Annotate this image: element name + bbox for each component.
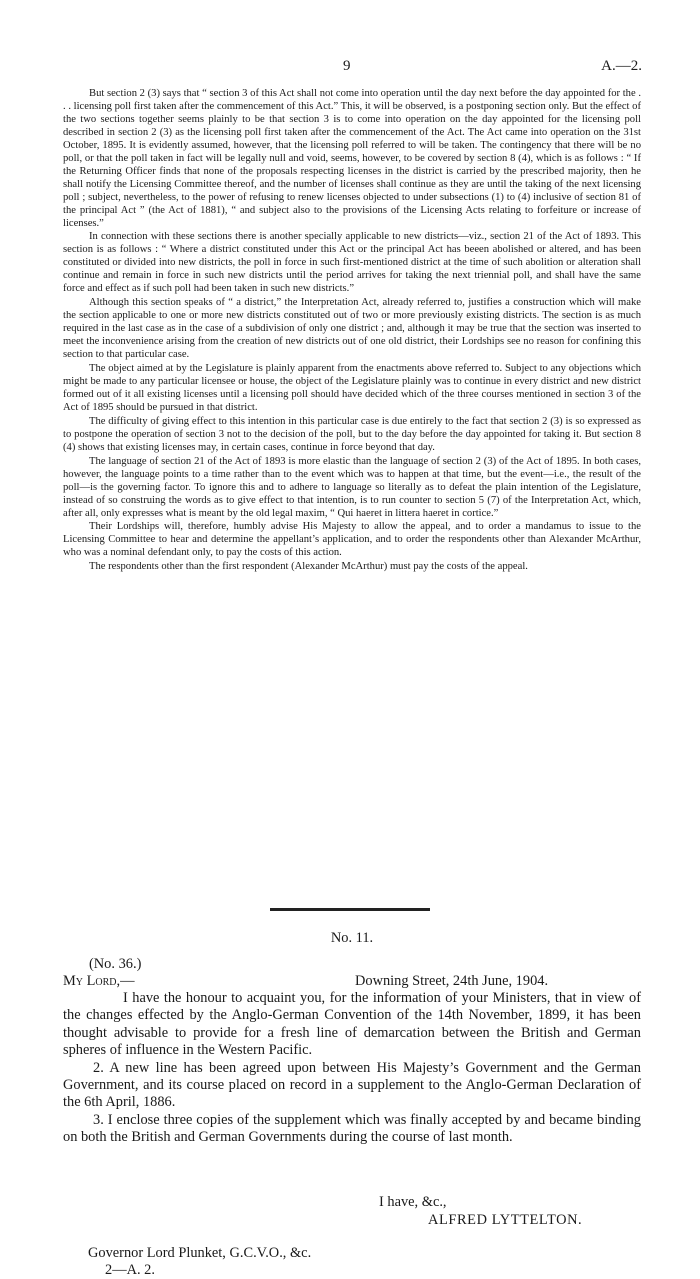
judgment-text — [63, 88, 641, 574]
judgment-paragraph: The object aimed at by the Legislature is plainly apparent from the enactments above referred to. Subject to any objections which might be made to any particular licensee or house, the object of the Legislature plainly was to continue in every district and new district formed out of it all existing licenses until a licensing poll should have decided which of the three courses mentioned in section 3 of the Act of 1895 should be pursued in that district. — [63, 363, 641, 413]
judgment-paragraph: Although this section speaks of “ a district,” the Interpretation Act, already referred to, justifies a construction which will make the section applicable to one or more new districts constituted out of two or more previously existing districts. The section is as much required in the last case as in the case of a subdivision of only one district ; and, although it may be true that the section was inserted to meet the inconvenience arising from the creation of new districts out of one old district, their Lordships see no reason for confining this section to that particular case. — [63, 297, 641, 361]
letter-paragraph: 2. A new line has been agreed upon between His Majesty’s Government and the German Government, and its course placed on record in a supplement to the Anglo-German Declaration of the 6th April, 1886. — [63, 1059, 641, 1111]
judgment-paragraph: The language of section 21 of the Act of 1893 is more elastic than the language of section 2 (3) of the Act of 1895. In both cases, however, the language points to a time rather than to the event which was to happen at that time, but the event—i.e., the result of the poll—is the governing factor. To ignore this and to adhere to language so literally as to defeat the plain intention of the Legislature, instead of so construing the words as to give effect to that intention, is to run counter to section 5 (7) of the Interpretation Act, which, after all, only expresses what is meant by the old legal maxim, “ Qui haeret in littera haeret in cortice.” — [63, 455, 641, 519]
page-number: 9 — [343, 58, 351, 74]
judgment-paragraph: The difficulty of giving effect to this intention in this particular case is due entirely to the fact that section 2 (3) is so expressed as to postpone the operation of section 3 not to the decision of the poll, but to the day before the day appointed for taking it. But section 8 (4) shows that existing licenses may, in certain cases, continue in force beyond that day. — [63, 415, 641, 453]
judgment-paragraph: The respondents other than the first respondent (Alexander McArthur) must pay the costs of the appeal. — [89, 561, 528, 573]
signature: ALFRED LYTTELTON. — [428, 1212, 583, 1228]
despatch-number: (No. 36.) — [89, 956, 142, 972]
sheet-mark: 2—A. 2. — [105, 1262, 155, 1278]
page-header — [0, 58, 700, 78]
letter-body — [63, 990, 641, 1147]
despatch-heading: No. 11. — [330, 930, 374, 946]
letter-paragraph: I have the honour to acquaint you, for the information of your Ministers, that in view of the changes effected by the Anglo-German Convention of the 14th November, 1899, it has been thought advisable to provide for a fresh line of demarcation between the British and German spheres of influence in the Western Pacific. — [63, 990, 641, 1059]
salutation: My Lord,— — [63, 973, 135, 989]
dateline: Downing Street, 24th June, 1904. — [355, 973, 549, 989]
judgment-paragraph: In connection with these sections there is another specially applicable to new districts—viz., section 21 of the Act of 1893. This section is as follows : “ Where a district constituted under this Act or the principal Act has beeen abolished or altered, and has been constituted or divided into new districts, the poll in force in such first-mentioned district at the time of such abolition or alteration shall continue and remain in force in such new districts until the period arrives for taking the next triennial poll, and shall have the same force and effect as if such poll had been taken in such new districts.” — [63, 231, 641, 295]
letter-paragraph: 3. I enclose three copies of the supplement which was finally accepted by and became binding on both the British and German Governments during the course of last month. — [63, 1111, 641, 1146]
page-reference: A.—2. — [601, 58, 642, 74]
judgment-paragraph: But section 2 (3) says that “ section 3 of this Act shall not come into operation until the day next before the day appointed for the . . . licensing poll first taken after the commencement of this Act.” This, it will be observed, is a postponing section only. But the effect of the two sections together seems plainly to be that section 3 is to come into operation on the day appointed for the licensing poll described in section 2 (3) as the licensing poll first taken after the commencement of the Act. The Act came into operation on the 31st October, 1895. It is evidently assumed, however, that the licensing poll referred to will be taken. The contingency that there will be no poll, or that the poll taken in fact will be legally null and void, seems, however, to be covered by section 8 (4), which is as follows : “ If the Returning Officer finds that none of the proposals respecting licenses in the district is carried by the prescribed majority, then he shall notify the Licensing Committee thereof, and the number of licenses shall continue as they are until the taking of the next licensing poll ; subject, nevertheless, to the power of refusing to renew licenses objected to under subsections (1) to (4) inclusive of section 81 of the principal Act ” (the Act of 1881), “ and subject also to the provisions of the Licensing Acts relating to forfeiture or increase of licenses.” — [63, 88, 641, 229]
letter-closing: I have, &c., — [379, 1194, 447, 1210]
addressee: Governor Lord Plunket, G.C.V.O., &c. — [88, 1245, 312, 1261]
judgment-paragraph: Their Lordships will, therefore, humbly advise His Majesty to allow the appeal, and to order a mandamus to issue to the Licensing Committee to hear and determine the appellant’s application, and to order the respondents other than Alexander McArthur, who was a nominal defendant only, to pay the costs of this action. — [63, 521, 641, 559]
section-divider — [270, 908, 430, 911]
